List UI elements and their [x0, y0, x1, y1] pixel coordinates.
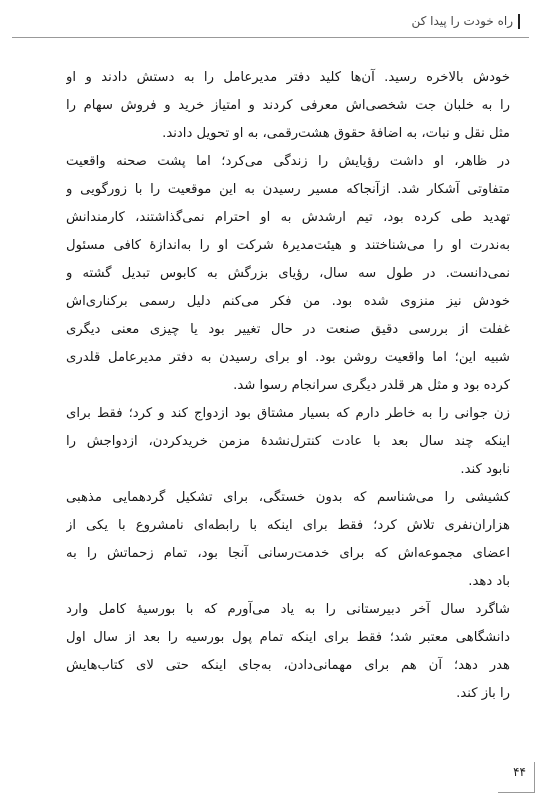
text-line: در ظاهر، او داشت رؤیایش را زندگی می‌کرد؛ اما پشت صحنه واقعیت: [66, 154, 510, 169]
text-line: دانشگاهی معتبر شد؛ فقط برای اینکه تمام پول بورسیه را بعد از سال اول: [66, 630, 510, 645]
text-line: شبیه این؛ اما واقعیت روشن بود. او برای رسیدن به دفتر مدیرعامل قلدری: [66, 350, 510, 365]
text-line: نابود کند.: [460, 462, 510, 477]
text-line: هدر دهد؛ آن هم برای مهمانی‌دادن، به‌جای اینکه حتی لای کتاب‌هایش: [66, 658, 510, 673]
text-line: کشیشی را می‌شناسم که بدون خستگی، برای تشکیل گردهمایی مذهبی: [66, 490, 510, 505]
paragraph: [66, 400, 510, 484]
page-number-frame: [498, 762, 535, 793]
text-line: باد دهد.: [468, 574, 510, 589]
body-text: [66, 64, 510, 708]
text-line: اینکه چند سال بعد با عادت کنترل‌نشدهٔ مزمن خریدکردن، ازدواجش را: [66, 434, 510, 449]
page-number: ۴۴: [513, 765, 526, 779]
text-line: به‌ندرت او را می‌شناختند و هیئت‌مدیرهٔ شرکت او را به‌اندازهٔ کافی مسئول: [66, 238, 510, 253]
text-line: را باز کند.: [456, 686, 510, 701]
paragraph: [66, 64, 510, 148]
text-line: کرده بود و مثل هر قلدر دیگری سرانجام رسوا شد.: [233, 378, 510, 393]
text-line: مثل نقل و نبات، به اضافهٔ حقوق هشت‌رقمی، به او تحویل دادند.: [162, 126, 510, 141]
header-bar-ornament: [518, 14, 520, 29]
text-line: زن جوانی را به خاطر دارم که بسیار مشتاق بود ازدواج کند و کرد؛ فقط برای: [66, 406, 510, 421]
paragraph: [66, 596, 510, 708]
text-line: تهدید طی کرده بود، تیم ارشدش به او احترام نمی‌گذاشتند، کارمندانش: [66, 210, 510, 225]
paragraph: [66, 148, 510, 400]
text-line: غفلت از بررسی دقیق صنعت در حال تغییر بود یا چیزی معنی دیگری: [66, 322, 510, 337]
text-line: خودش نیز منزوی شده بود. من فکر می‌کنم دلیل رسمی برکناری‌اش: [66, 294, 510, 309]
book-title: راه خودت را پیدا کن: [411, 14, 513, 28]
running-head: [411, 14, 520, 29]
text-line: هزاران‌نفری تلاش کرد؛ فقط برای اینکه با رابطه‌ای نامشروع با یکی از: [66, 518, 510, 533]
text-line: شاگرد سال آخر دبیرستانی را به یاد می‌آورم که با بورسیهٔ کامل وارد: [66, 602, 510, 617]
text-line: نمی‌دانست. در طول سه سال، رؤیای بزرگش به کابوس تبدیل گشته و: [66, 266, 510, 281]
header-rule: [12, 37, 529, 38]
paragraph: [66, 484, 510, 596]
text-line: متفاوتی آشکار شد. ازآنجاکه مسیر رسیدن به این موقعیت را با زورگویی و: [66, 182, 510, 197]
text-line: را به خلبان جت شخصی‌اش معرفی کردند و امتیاز خرید و فروش سهام را: [66, 98, 510, 113]
text-line: اعضای مجموعه‌اش که برای خدمت‌رسانی آنجا بود، تمام زحماتش را به: [66, 546, 510, 561]
text-line: خودش بالاخره رسید. آن‌ها کلید دفتر مدیرعامل را به دستش دادند و او: [66, 70, 510, 85]
